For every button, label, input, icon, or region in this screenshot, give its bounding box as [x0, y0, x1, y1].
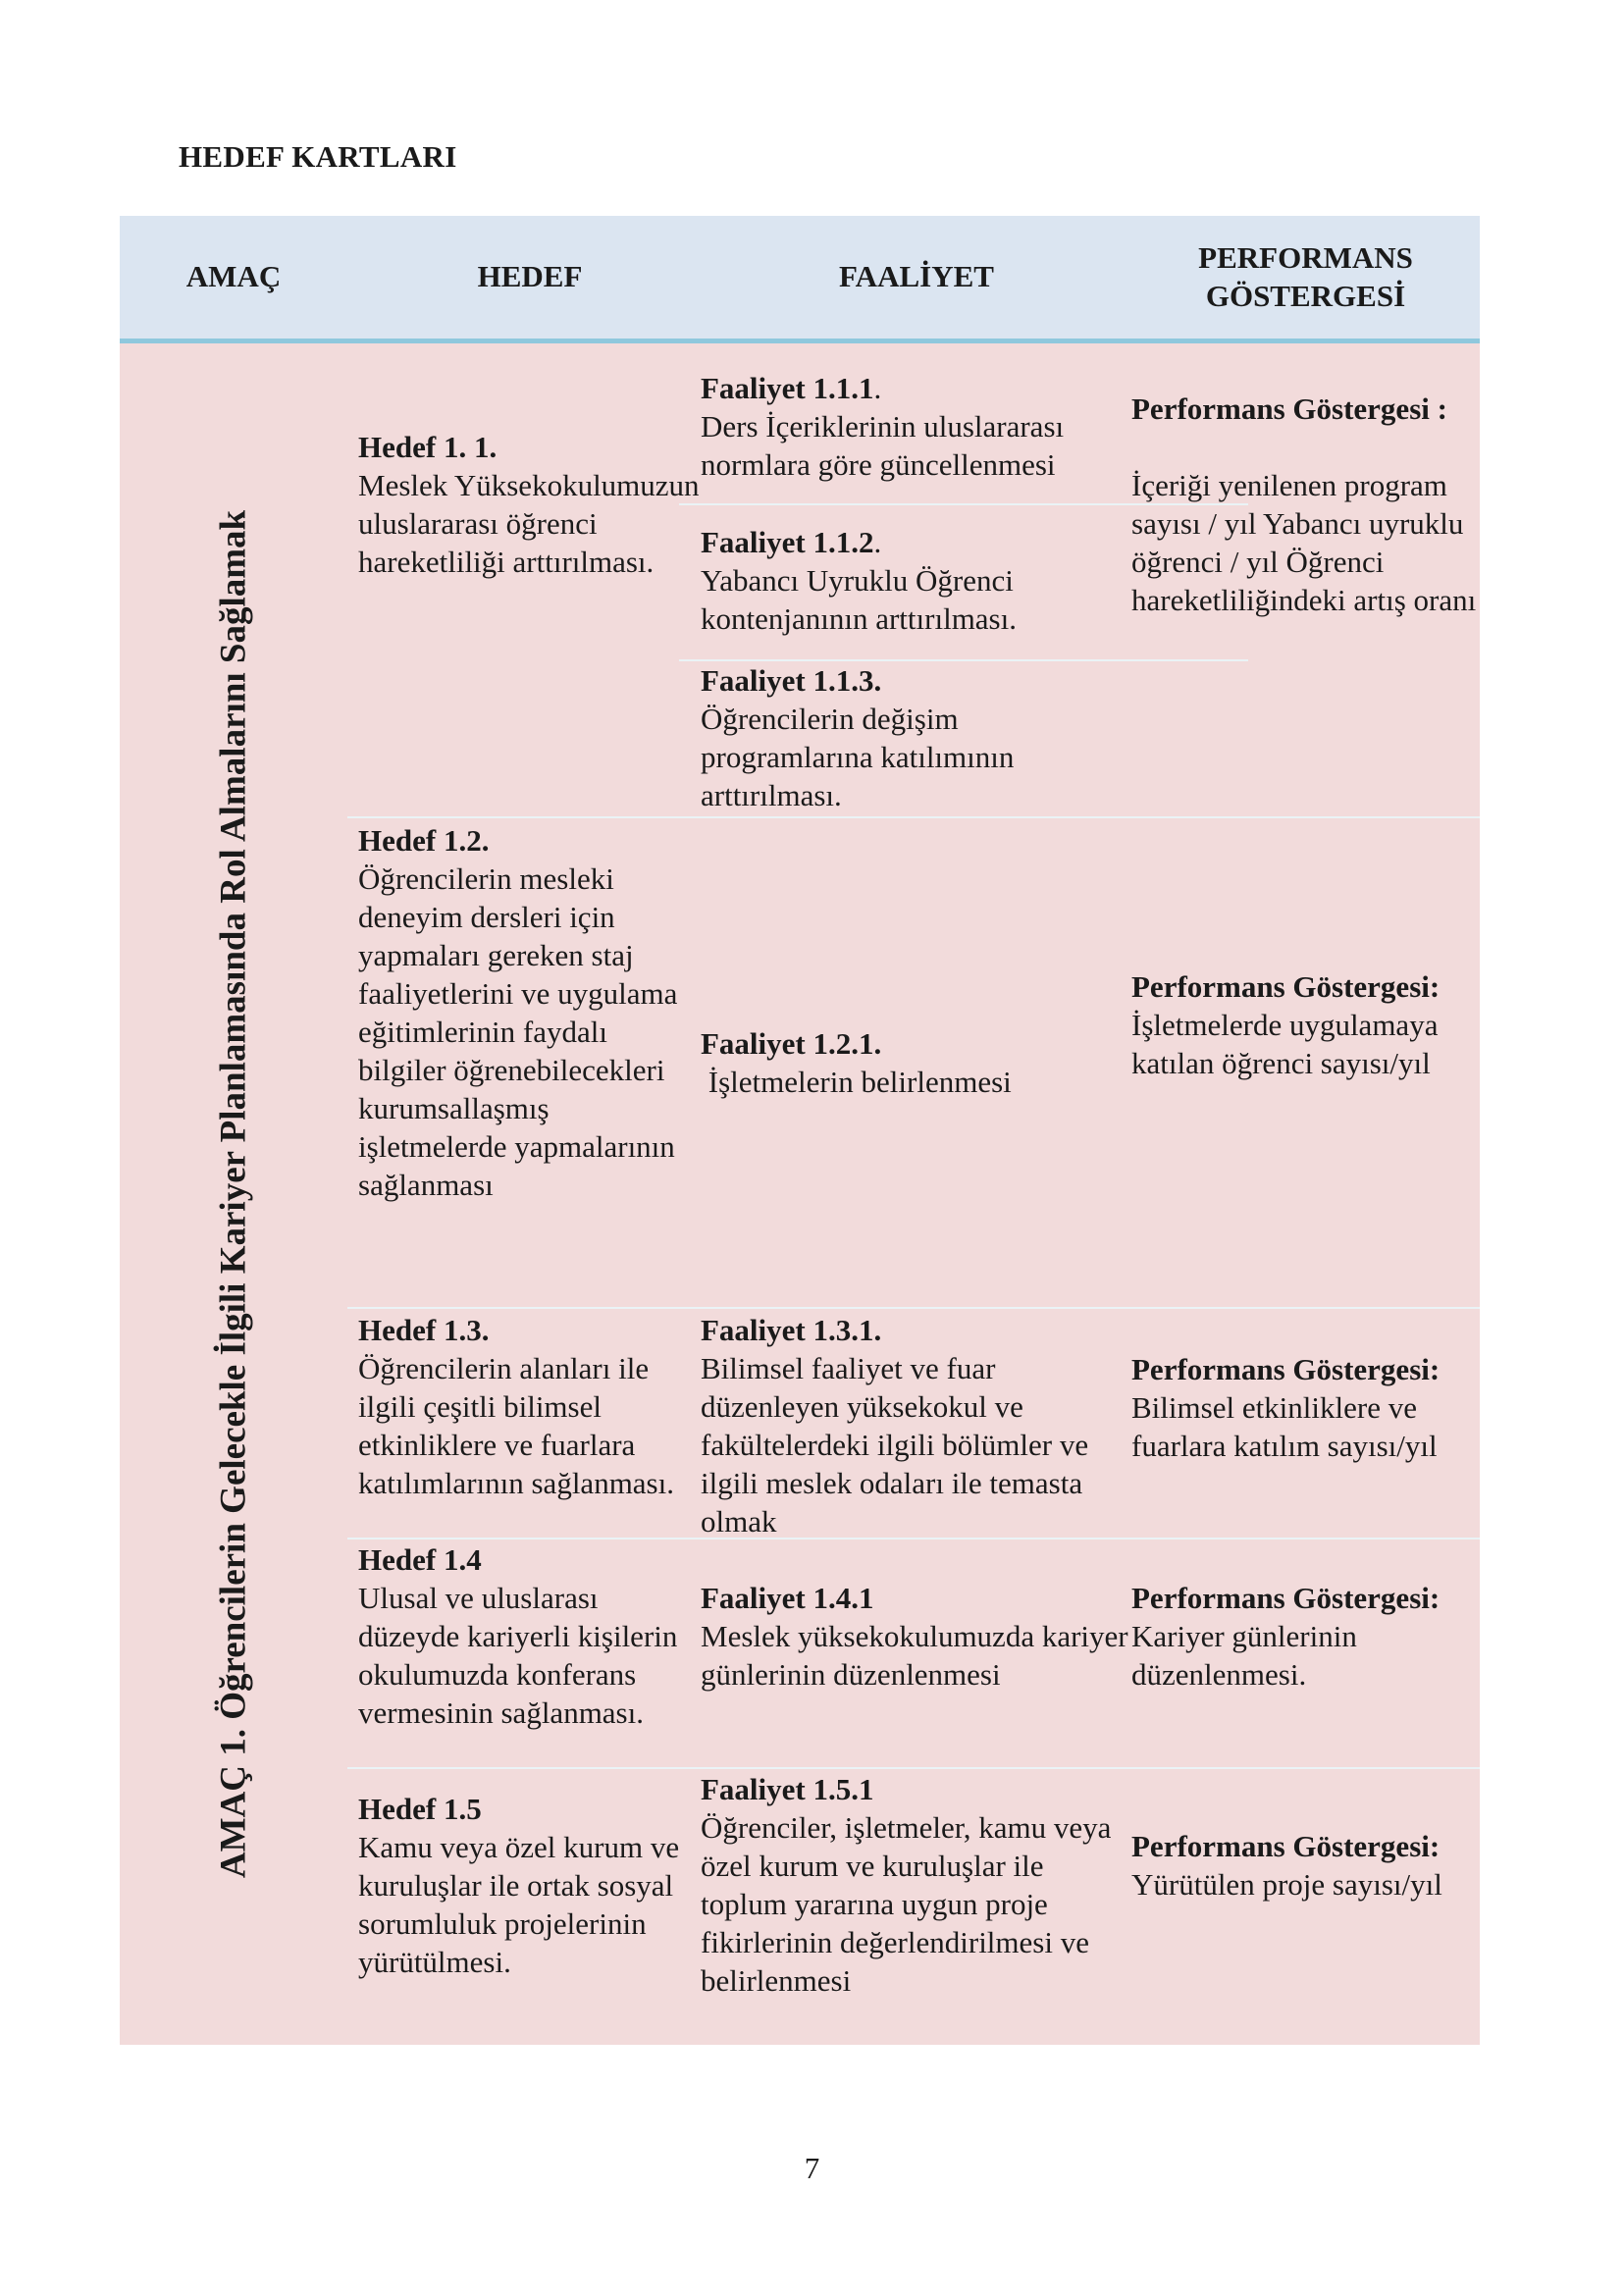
page-heading: HEDEF KARTLARI — [179, 139, 457, 174]
faaliyet-title-line — [701, 369, 1132, 407]
hedef-title: Hedef 1. 1. — [358, 430, 498, 464]
faaliyet-cell-1-1-1 — [701, 369, 1132, 484]
faaliyet-cell-1-1-2 — [701, 523, 1132, 638]
faaliyet-cell-1-2-1 — [701, 1024, 1132, 1101]
performans-body: Yürütülen proje sayısı/yıl — [1131, 1867, 1442, 1902]
hedef-body: Öğrencilerin alanları ile ilgili çeşitli bilimsel etkinliklere ve fuarlara katılımlarının sağlanması. — [358, 1351, 674, 1500]
row-divider — [347, 1307, 1480, 1309]
hedef-title: Hedef 1.4 — [358, 1542, 482, 1577]
hedef-cell-1-5 — [358, 1790, 702, 1981]
amac-title: AMAÇ 1. Öğrencilerin Gelecekle İlgili Kariyer Planlamasında Rol Almalarını Sağlamak — [213, 509, 254, 1879]
faaliyet-cell-1-3-1 — [701, 1311, 1132, 1540]
header-hedef: HEDEF — [477, 259, 583, 294]
hedef-title: Hedef 1.2. — [358, 823, 490, 858]
faaliyet-title: Faaliyet 1.1.3. — [701, 663, 882, 698]
faaliyet-body: Öğrenciler, işletmeler, kamu veya özel kurum ve kuruluşlar ile toplum yararına uygun proje fikirlerinin değerlendirilmesi ve belirlenmesi — [701, 1810, 1112, 1998]
faaliyet-body: Ders İçeriklerinin uluslararası normlara göre güncellenmesi — [701, 409, 1065, 482]
performans-body: İşletmelerde uygulamaya katılan öğrenci sayısı/yıl — [1131, 1008, 1439, 1080]
header-performans-line2: GÖSTERGESİ — [1205, 278, 1406, 313]
hedef-title: Hedef 1.5 — [358, 1792, 482, 1826]
faaliyet-cell-1-5-1 — [701, 1770, 1132, 2000]
faaliyet-title: Faaliyet 1.1.2 — [701, 525, 874, 559]
faaliyet-body: İşletmelerin belirlenmesi — [701, 1065, 1012, 1099]
hedef-cell-1-3 — [358, 1311, 702, 1502]
row-divider — [347, 1767, 1480, 1769]
performans-body: Bilimsel etkinliklere ve fuarlara katılım sayısı/yıl — [1131, 1390, 1438, 1463]
header-performans-line1: PERFORMANS — [1198, 239, 1413, 275]
performans-title: Performans Göstergesi: — [1131, 1352, 1441, 1386]
faaliyet-title-suffix: . — [873, 371, 882, 405]
performans-body: Kariyer günlerinin düzenlenmesi. — [1131, 1619, 1357, 1692]
faaliyet-title: Faaliyet 1.3.1. — [701, 1313, 882, 1347]
performans-cell-5 — [1131, 1827, 1480, 1904]
amac-cell — [120, 343, 347, 2045]
table-header-row — [120, 216, 1480, 343]
hedef-body: Kamu veya özel kurum ve kuruluşlar ile ortak sosyal sorumluluk projelerinin yürütülmesi. — [358, 1830, 680, 1979]
faaliyet-title: Faaliyet 1.4.1 — [701, 1581, 874, 1615]
hedef-body: Ulusal ve uluslarası düzeyde kariyerli kişilerin okulumuzda konferans vermesinin sağlanması. — [358, 1581, 678, 1730]
hedef-cell-1-4 — [358, 1540, 702, 1732]
performans-title: Performans Göstergesi: — [1131, 969, 1441, 1004]
faaliyet-body: Öğrencilerin değişim programlarına katılımının arttırılması. — [701, 702, 1015, 812]
performans-body: İçeriği yenilenen program sayısı / yıl Yabancı uyruklu öğrenci / yıl Öğrenci hareketliliğindeki artış oranı — [1131, 468, 1477, 617]
page-number: 7 — [804, 2151, 820, 2185]
performans-title: Performans Göstergesi: — [1131, 1581, 1441, 1615]
hedef-title: Hedef 1.3. — [358, 1313, 490, 1347]
faaliyet-body: Meslek yüksekokulumuzda kariyer günlerinin düzenlenmesi — [701, 1619, 1128, 1692]
performans-cell-2 — [1131, 967, 1480, 1082]
performans-cell-4 — [1131, 1579, 1480, 1694]
performans-title: Performans Göstergesi : — [1131, 391, 1447, 426]
performans-title: Performans Göstergesi: — [1131, 1829, 1441, 1863]
faaliyet-title: Faaliyet 1.5.1 — [701, 1772, 874, 1806]
hedef-cell-1-1 — [358, 428, 702, 581]
faaliyet-title: Faaliyet 1.2.1. — [701, 1026, 882, 1061]
hedef-body: Meslek Yüksekokulumuzun uluslararası öğrenci hareketliliği arttırılması. — [358, 468, 700, 579]
faaliyet-cell-1-1-3 — [701, 661, 1132, 814]
faaliyet-body: Bilimsel faaliyet ve fuar düzenleyen yüksekokul ve fakültelerdeki ilgili bölümler ve ilgili meslek odaları ile temasta olmak — [701, 1351, 1089, 1539]
faaliyet-body: Yabancı Uyruklu Öğrenci kontenjanının arttırılması. — [701, 563, 1017, 636]
hedef-cell-1-2 — [358, 821, 702, 1204]
row-divider — [347, 816, 1480, 818]
header-amac: AMAÇ — [185, 259, 282, 294]
faaliyet-title: Faaliyet 1.1.1 — [701, 371, 874, 405]
goal-cards-table — [120, 216, 1480, 2045]
faaliyet-cell-1-4-1 — [701, 1579, 1132, 1694]
faaliyet-title-suffix: . — [873, 525, 882, 559]
performans-cell-3 — [1131, 1350, 1480, 1465]
faaliyet-title-line — [701, 523, 1132, 561]
performans-cell-1 — [1131, 390, 1480, 619]
header-faaliyet: FAALİYET — [839, 259, 994, 294]
hedef-body: Öğrencilerin mesleki deneyim dersleri için yapmaları gereken staj faaliyetlerini ve uygulama eğitimlerinin faydalı bilgiler öğrenebilecekleri kurumsallaşmış işletmelerde yapmalarının sağlanması — [358, 861, 678, 1202]
header-performans — [1131, 216, 1480, 339]
